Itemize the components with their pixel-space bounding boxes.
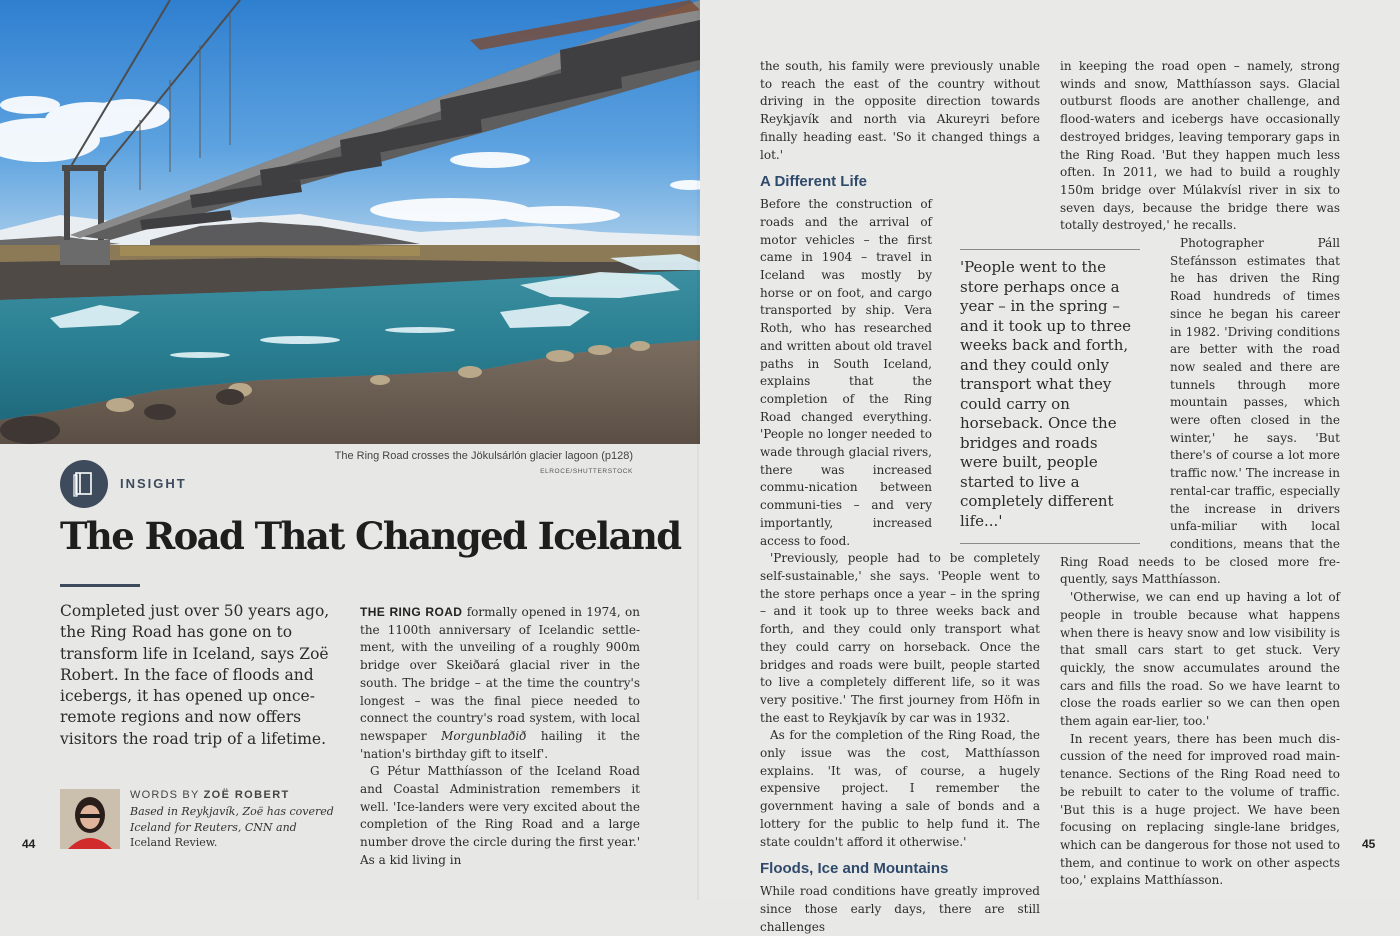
body-paragraph: the south, his family were previously unable to reach the east of the country without driving in the opposite direction towards Reykjavík and north via Akureyri before finally heading east. 'So it changed things a lot.' [760,59,1040,162]
left-body-column [360,604,640,870]
author-name: ZOË ROBERT [203,789,290,801]
newspaper-name: Morgunblaðið [441,728,527,743]
book-icon [73,471,95,497]
bridge-photo [0,0,700,444]
title-rule [60,584,140,587]
author-avatar [60,789,120,849]
body-paragraph: While road conditions have greatly improved since those early days, there are still challenges [760,884,1040,934]
right-page [700,0,1400,934]
pull-quote: 'People went to the store perhaps once a year – in the spring – and it took up to three weeks back and forth, and they could only transport what they could carry on horseback. Once the bridges and roads were built, people started to live a completely different life...' [960,249,1140,544]
page-number-left: 44 [22,837,36,851]
subheading-floods: Floods, Ice and Mountains [760,860,949,878]
body-paragraph: As for the completion of the Ring Road, the only issue was the cost, Matthíasson explains. 'It was, of course, a hugely expensive project. I remember the government having a sale of bonds and a lottery for the public to help fund it. The state couldn't afford it otherwise.' [760,728,1040,849]
quote-wrap-space [1060,237,1164,553]
photo-credit: ELROCE/SHUTTERSTOCK [540,468,633,475]
bio-text: Based in Reykjavík, Zoë has covered Iceland for Reuters, CNN and [130,805,334,834]
section-label: INSIGHT [120,476,187,491]
page-number-right: 45 [1362,837,1376,851]
body-paragraph: Photographer Páll Stefánsson estimates that he has driven the Ring Road hundreds of times since he began his career in 1982. 'Driving conditions are better with the road now sealed and there are tunnels through more mountain passes, which were often closed in the winter,' he says. 'But there's of course a lot more traffic now.' The increase in rental-car traffic, especially the increase in drivers unfa-miliar with local conditions, means that the Ring Road needs to be closed more fre-quently, says Matthíasson. [1060,236,1340,587]
right-column-2 [1060,58,1340,890]
body-paragraph: In recent years, there has been much dis-cussion of the need for improved road main-tenance. Sections of the Ring Road need to be rebuilt to cater to the volume of traffic. 'But this is a huge project. We have been focusing on replacing single-lane bridges, which can be dangerous for those not used to them, and continue to work on other aspects too,' explains Matthíasson. [1060,731,1340,888]
body-paragraph: G Pétur Matthíasson of the Iceland Road and Coastal Administration remembers it well. 'Ice-landers were very excited about the completion of the Ring Road and a large number drove the circle during the first year.' As a kid living in [360,764,640,867]
author-bio [130,804,340,851]
photo-caption: The Ring Road crosses the Jökulsárlón glacier lagoon (p128) [334,450,633,462]
byline-prefix: WORDS BY [130,789,200,801]
body-paragraph: in keeping the road open – namely, strong winds and snow, Matthíasson says. Glacial outburst floods are another challenge, and flood-waters and icebergs have occasionally destroyed bridges, leaving temporary gaps in the Ring Road. 'But they happen much less often. In 2011, we had to build a roughly 150m bridge over Múlakvísl river in six to seven days, because the bridge there was totally destroyed,' he recalls. [1060,59,1340,233]
subheading-different-life: A Different Life [760,173,867,191]
byline [130,789,290,801]
standfirst: Completed just over 50 years ago, the Ring Road has gone on to transform life in Iceland, says Zoë Robert. In the face of floods and icebergs, it has opened up once-remote regions and now offers visitors the road trip of a lifetime. [60,602,330,748]
body-paragraph: 'Previously, people had to be completely self-sustainable,' she says. 'People went to the store perhaps once a year – in the spring – and it took up to three weeks back and forth, and they could only transport what they could carry on horseback. Once the bridges and roads were built, people started to live a completely different life, so it was very positive.' The first journey from Höfn in the east to Reykjavík by car was in 1932. [760,551,1040,725]
body-paragraph: 'Otherwise, we can end up having a lot of people in trouble because what happens when there is heavy snow and low visibility is that small cars start to get stuck. Very quickly, the snow accumulates around the cars and fills the road. So we have learnt to close the roads earlier so we can then open them again ear-lier, too.' [1060,590,1340,729]
article-title: The Road That Changed Iceland [60,514,681,558]
lead-in: THE RING ROAD [360,605,463,619]
body-paragraph: Before the construction of roads and the arrival of motor vehicles – the first came in 1904 – travel in Iceland was mostly by horse or on foot, and cargo transported by ship. Vera Roth, who has researched and written about old travel paths in South Iceland, explains that the completion of the Ring Road changed everything. 'People no longer needed to wade through glacial rivers, there was increased commu-nication between communi-ties – and very importantly, increased access to food. 'Previously, people had to be completely self-sustainable,' she says. 'People went to the store perhaps once a year – in the spring – and it took up to three weeks back and forth, and they could only transport what they could carry on horseback. Once the bridges and roads were built, people started to live a completely different life, so it was very positive.' The first journey from Höfn in the east to Reykjavík by car was in 1932. [760,196,1040,727]
bio-publication: Iceland Review. [130,836,218,849]
left-page [0,0,700,900]
body-paragraph: THE RING ROAD formally opened in 1974, on the 1100th anniversary of Icelandic settle-ment, with the unveiling of a roughly 900m bridge over Skeiðará glacial river in the south. The bridge – at the time the country's longest – was the final piece needed to connect the country's road system, with local newspaper Morgunblaðið hailing it the 'nation's birthday gift to itself'. [360,605,640,761]
section-badge [60,460,108,508]
